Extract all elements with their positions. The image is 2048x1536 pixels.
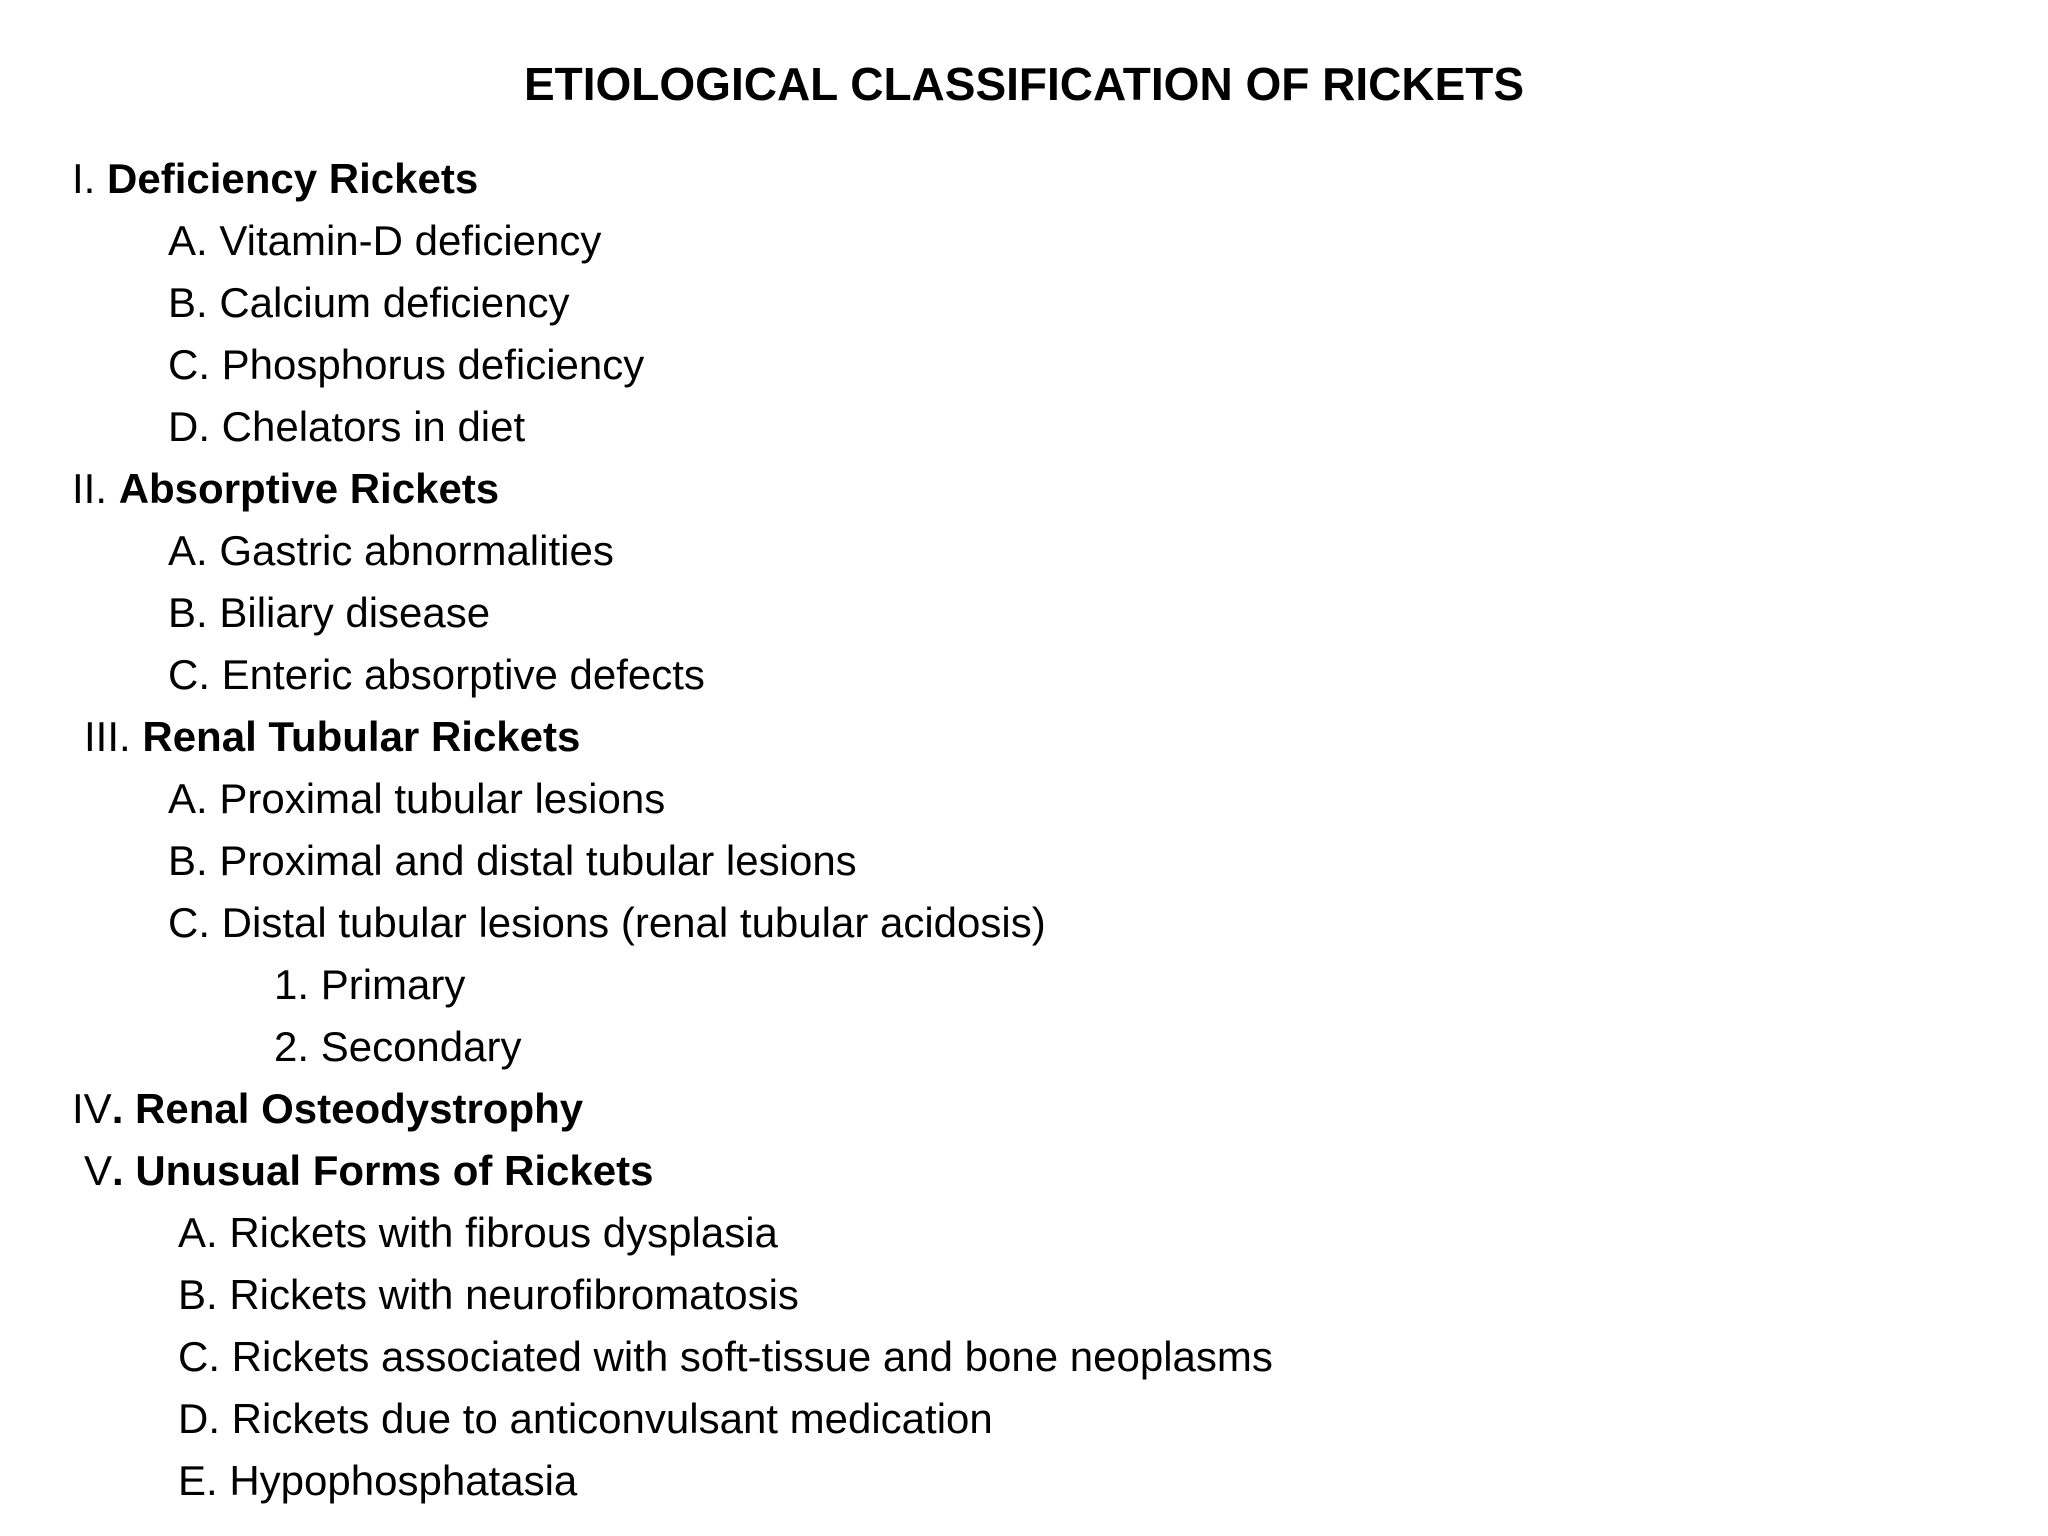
list-item: A. Gastric abnormalities	[168, 527, 614, 574]
list-item: D. Chelators in diet	[168, 403, 526, 450]
list-item: A. Vitamin-D deficiency	[168, 217, 602, 264]
list-item: B. Proximal and distal tubular lesions	[168, 837, 857, 884]
page-title: ETIOLOGICAL CLASSIFICATION OF RICKETS	[523, 58, 1525, 110]
list-item: C. Phosphorus deficiency	[168, 341, 645, 388]
list-item: D. Rickets due to anticonvulsant medication	[178, 1395, 993, 1442]
list-item: B. Biliary disease	[168, 589, 491, 636]
list-item: C. Enteric absorptive defects	[168, 651, 705, 698]
section-numeral: V	[84, 1147, 113, 1194]
classification-outline	[0, 148, 2048, 1512]
section-heading-renal-tubular	[0, 706, 2048, 768]
section-numeral: IV	[72, 1085, 112, 1132]
list-item: A. Rickets with fibrous dysplasia	[178, 1209, 778, 1256]
list-item: B. Calcium deficiency	[168, 279, 570, 326]
sub-list-item: 2. Secondary	[274, 1023, 522, 1070]
sub-list-item: 1. Primary	[274, 961, 466, 1008]
list-item: C. Distal tubular lesions (renal tubular acidosis)	[168, 899, 1046, 946]
list-item: A. Proximal tubular lesions	[168, 775, 666, 822]
section-numeral: II.	[72, 465, 119, 512]
list-item: E. Hypophosphatasia	[178, 1457, 578, 1504]
section-heading-unusual-forms	[0, 1140, 2048, 1202]
section-heading-absorptive	[0, 458, 2048, 520]
list-item: C. Rickets associated with soft-tissue and bone neoplasms	[178, 1333, 1273, 1380]
section-heading-deficiency	[0, 148, 2048, 210]
section-numeral: III.	[84, 713, 143, 760]
section-numeral: I.	[72, 155, 108, 202]
section-title: . Unusual Forms of Rickets	[112, 1147, 654, 1194]
section-title: . Renal Osteodystrophy	[111, 1085, 584, 1132]
section-title: Absorptive Rickets	[118, 465, 500, 512]
section-title: Deficiency Rickets	[107, 155, 479, 202]
section-title: Renal Tubular Rickets	[142, 713, 581, 760]
list-item: B. Rickets with neurofibromatosis	[178, 1271, 799, 1318]
section-heading-renal-osteodystrophy	[0, 1078, 2048, 1140]
